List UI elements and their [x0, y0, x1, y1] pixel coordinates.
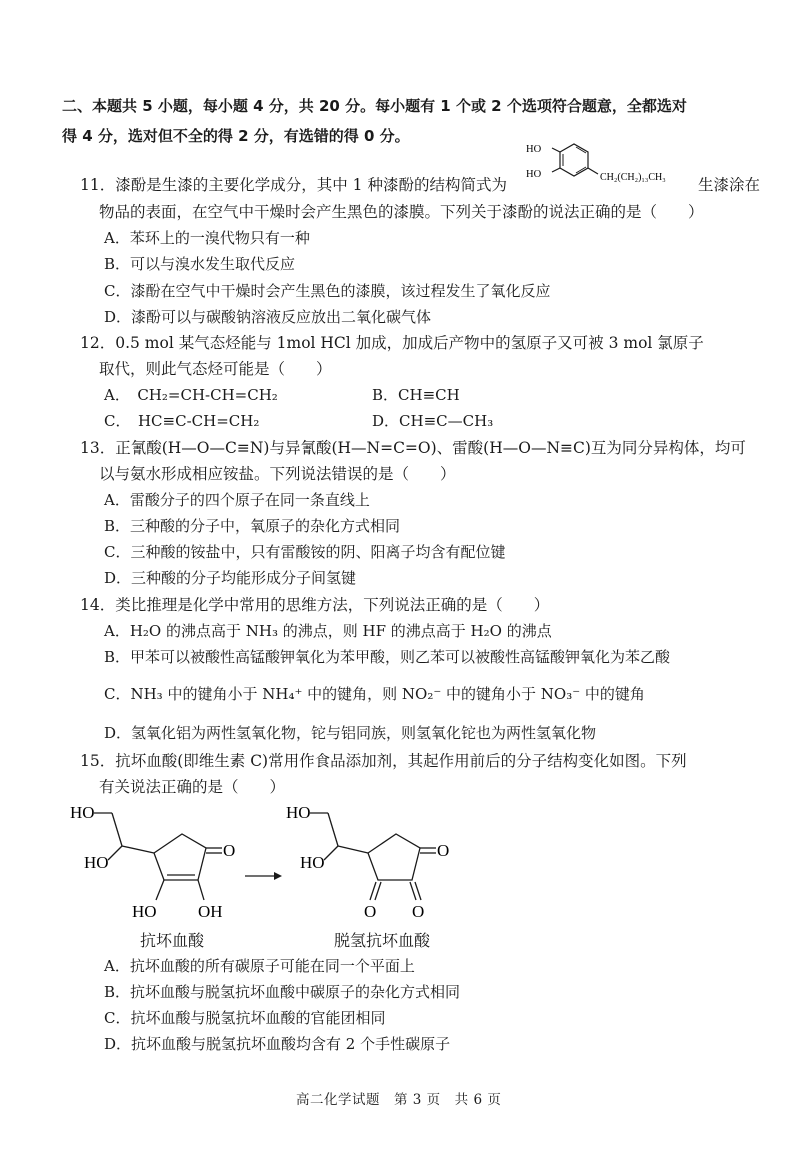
q14-option-b: B．甲苯可以被酸性高锰酸钾氧化为苯甲酸，则乙苯可以被酸性高锰酸钾氧化为苯乙酸 — [104, 648, 671, 666]
urushiol-structure — [512, 138, 697, 196]
q11-option-b: B．可以与溴水发生取代反应 — [104, 255, 296, 273]
left-oh-bottom: OH — [198, 902, 223, 921]
q15-option-a: A．抗坏血酸的所有碳原子可能在同一个平面上 — [104, 957, 415, 975]
q12-option-c: C． HC≡C-CH=CH₂ — [104, 412, 260, 430]
q15-stem-a: 15．抗坏血酸(即维生素 C)常用作食品添加剂，其起作用前后的分子结构变化如图。下列 — [80, 752, 687, 770]
left-ho-mid: HO — [84, 853, 109, 872]
q12-option-d: D．CH≡C—CH₃ — [372, 412, 494, 430]
page-footer: 高二化学试题 第 3 页 共 6 页 — [296, 1092, 502, 1108]
section-header-line1: 二、本题共 5 小题，每小题 4 分，共 20 分。每小题有 1 个或 2 个选项符合题意，全都选对 — [62, 97, 687, 115]
q13-option-b: B．三种酸的分子中，氧原子的杂化方式相同 — [104, 517, 401, 535]
q11-option-c: C．漆酚在空气中干燥时会产生黑色的漆膜，该过程发生了氧化反应 — [104, 282, 551, 300]
q11-stem-c: 物品的表面，在空气中干燥时会产生黑色的漆膜。下列关于漆酚的说法正确的是（ ） — [99, 203, 704, 221]
left-ho-top: HO — [70, 803, 95, 822]
vitamin-c-reaction-diagram — [60, 796, 490, 926]
q14-option-d: D．氢氧化铝为两性氢氧化物，铊与铝同族，则氢氧化铊也为两性氢氧化物 — [104, 724, 597, 742]
urushiol-side-chain: CH₂(CH₂)₁₃CH₃ — [600, 172, 666, 183]
q12-stem-b: 取代，则此气态烃可能是（ ） — [99, 360, 332, 378]
left-ho-bottom: HO — [132, 902, 157, 921]
q14-option-c: C．NH₃ 中的键角小于 NH₄⁺ 中的键角，则 NO₂⁻ 中的键角小于 NO₃⁻ 中的键角 — [104, 685, 645, 703]
q13-stem-b: 以与氨水形成相应铵盐。下列说法错误的是（ ） — [99, 465, 456, 483]
left-ketone-o: O — [223, 841, 236, 860]
q11-option-d: D．漆酚可以与碳酸钠溶液反应放出二氧化碳气体 — [104, 308, 432, 326]
right-o-bottom-left: O — [364, 902, 377, 921]
section-header-line2: 得 4 分，选对但不全的得 2 分，有选错的得 0 分。 — [62, 127, 410, 145]
right-o-bottom-right: O — [412, 902, 425, 921]
right-ho-mid: HO — [300, 853, 325, 872]
q13-option-d: D．三种酸的分子均能形成分子间氢键 — [104, 569, 357, 587]
q12-option-a: A． CH₂=CH-CH=CH₂ — [104, 386, 278, 404]
q13-stem-a: 13．正氰酸(H—O—C≡N)与异氰酸(H—N=C=O)、雷酸(H—O—N≡C)互为同分异构体，均可 — [80, 439, 746, 457]
ascorbic-acid-label: 抗坏血酸 — [140, 931, 205, 950]
q11-option-a: A．苯环上的一溴代物只有一种 — [104, 229, 310, 247]
urushiol-ho-upper: HO — [526, 144, 542, 155]
q12-stem-a: 12．0.5 mol 某气态烃能与 1mol HCl 加成，加成后产物中的氢原子又可被 3 mol 氯原子 — [80, 334, 704, 352]
q14-stem: 14．类比推理是化学中常用的思维方法，下列说法正确的是（ ） — [80, 596, 550, 614]
q15-option-c: C．抗坏血酸与脱氢抗坏血酸的官能团相同 — [104, 1009, 386, 1027]
q15-option-b: B．抗坏血酸与脱氢抗坏血酸中碳原子的杂化方式相同 — [104, 983, 461, 1001]
right-ho-top: HO — [286, 803, 311, 822]
urushiol-ho-lower: HO — [526, 169, 542, 180]
right-ketone-o: O — [437, 841, 450, 860]
q14-option-a: A．H₂O 的沸点高于 NH₃ 的沸点，则 HF 的沸点高于 H₂O 的沸点 — [104, 622, 552, 640]
q12-option-b: B．CH≡CH — [372, 386, 460, 404]
q13-option-c: C．三种酸的铵盐中，只有雷酸铵的阴、阳离子均含有配位键 — [104, 543, 506, 561]
q15-option-d: D．抗坏血酸与脱氢抗坏血酸均含有 2 个手性碳原子 — [104, 1035, 451, 1053]
q11-stem-b: 生漆涂在 — [698, 176, 761, 194]
q15-stem-b: 有关说法正确的是（ ） — [99, 778, 286, 796]
dehydroascorbic-acid-label: 脱氢抗坏血酸 — [334, 931, 431, 950]
q13-option-a: A．雷酸分子的四个原子在同一条直线上 — [104, 491, 370, 509]
q11-stem-a: 11．漆酚是生漆的主要化学成分，其中 1 种漆酚的结构简式为 — [80, 176, 507, 194]
